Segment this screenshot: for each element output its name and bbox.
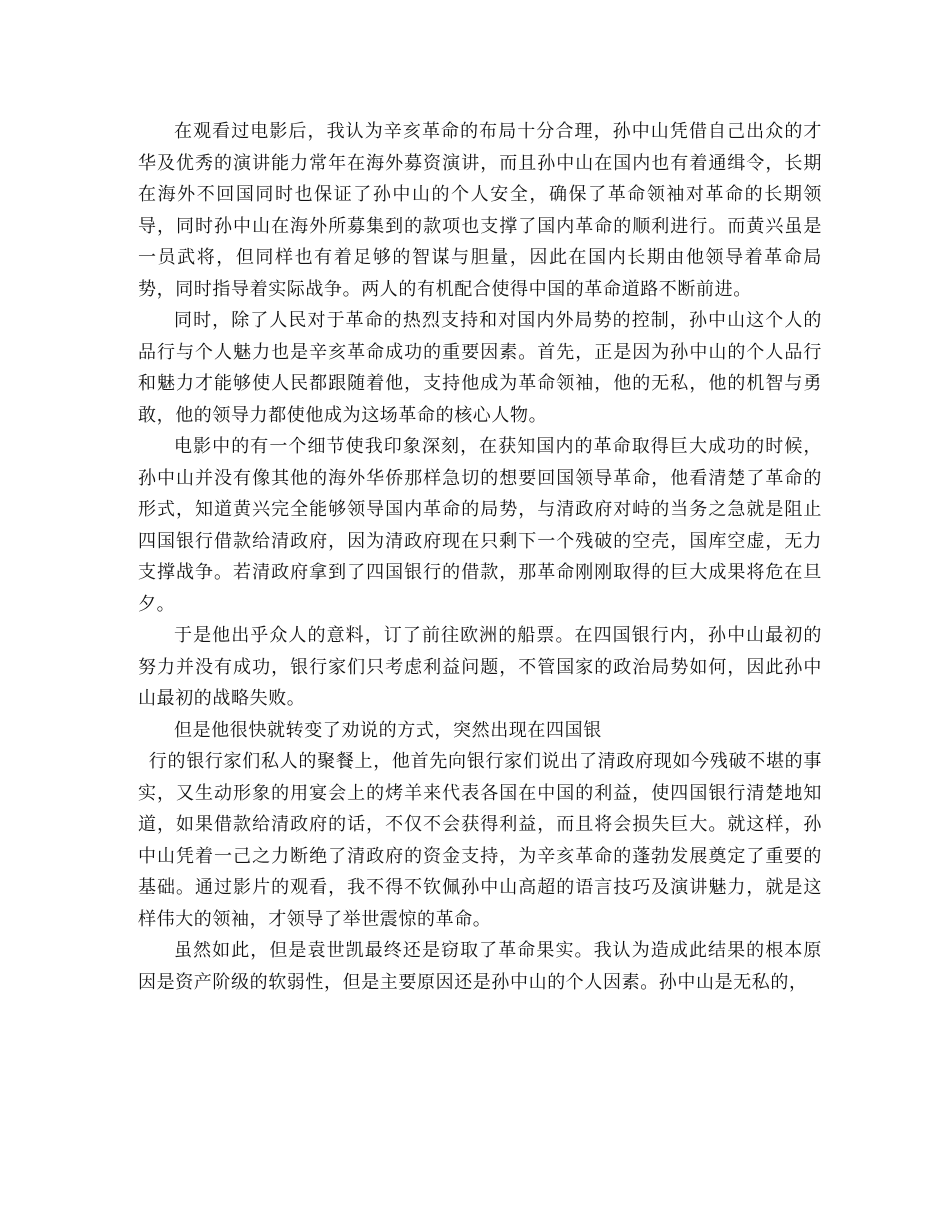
paragraph-7: 虽然如此，但是袁世凯最终还是窃取了革命果实。我认为造成此结果的根本原因是资产阶级的软弱性，但是主要原因还是孙中山的个人因素。孙中山是无私的， — [138, 940, 822, 993]
document-body — [138, 116, 822, 998]
paragraph-1: 在观看过电影后，我认为辛亥革命的布局十分合理，孙中山凭借自己出众的才华及优秀的演讲能力常年在海外募资演讲，而且孙中山在国内也有着通缉令，长期在海外不回国同时也保证了孙中山的个人安全，确保了革命领袖对革命的长期领导，同时孙中山在海外所募集到的款项也支撑了国内革命的顺利进行。而黄兴虽是一员武将，但同样也有着足够的智谋与胆量，因此在国内长期由他领导着革命局势，同时指导着实际战争。两人的有机配合使得中国的革命道路不断前进。 — [138, 121, 822, 300]
paragraph-5: 但是他很快就转变了劝说的方式，突然出现在四国银 — [174, 719, 602, 741]
paragraph-2: 同时，除了人民对于革命的热烈支持和对国内外局势的控制，孙中山这个人的品行与个人魅力也是辛亥革命成功的重要因素。首先，正是因为孙中山的个人品行和魅力才能够使人民都跟随着他，支持他成为革命领袖，他的无私，他的机智与勇敢，他的领导力都使他成为这场革命的核心人物。 — [138, 310, 822, 426]
paragraph-4: 于是他出乎众人的意料，订了前往欧洲的船票。在四国银行内，孙中山最初的努力并没有成功，银行家们只考虑利益问题，不管国家的政治局势如何，因此孙中山最初的战略失败。 — [138, 625, 822, 709]
paragraph-3: 电影中的有一个细节使我印象深刻，在获知国内的革命取得巨大成功的时候，孙中山并没有像其他的海外华侨那样急切的想要回国领导革命，他看清楚了革命的形式，知道黄兴完全能够领导国内革命的局势，与清政府对峙的当务之急就是阻止四国银行借款给清政府，因为清政府现在只剩下一个残破的空壳，国库空虚，无力支撑战争。若清政府拿到了四国银行的借款，那革命刚刚取得的巨大成果将危在旦夕。 — [138, 436, 822, 615]
paragraph-6: 行的银行家们私人的聚餐上，他首先向银行家们说出了清政府现如今残破不堪的事实，又生动形象的用宴会上的烤羊来代表各国在中国的利益，使四国银行清楚地知道，如果借款给清政府的话，不仅不会获得利益，而且将会损失巨大。就这样，孙中山凭着一己之力断绝了清政府的资金支持，为辛亥革命的蓬勃发展奠定了重要的基础。通过影片的观看，我不得不钦佩孙中山高超的语言技巧及演讲魅力，就是这样伟大的领袖，才领导了举世震惊的革命。 — [138, 751, 822, 930]
